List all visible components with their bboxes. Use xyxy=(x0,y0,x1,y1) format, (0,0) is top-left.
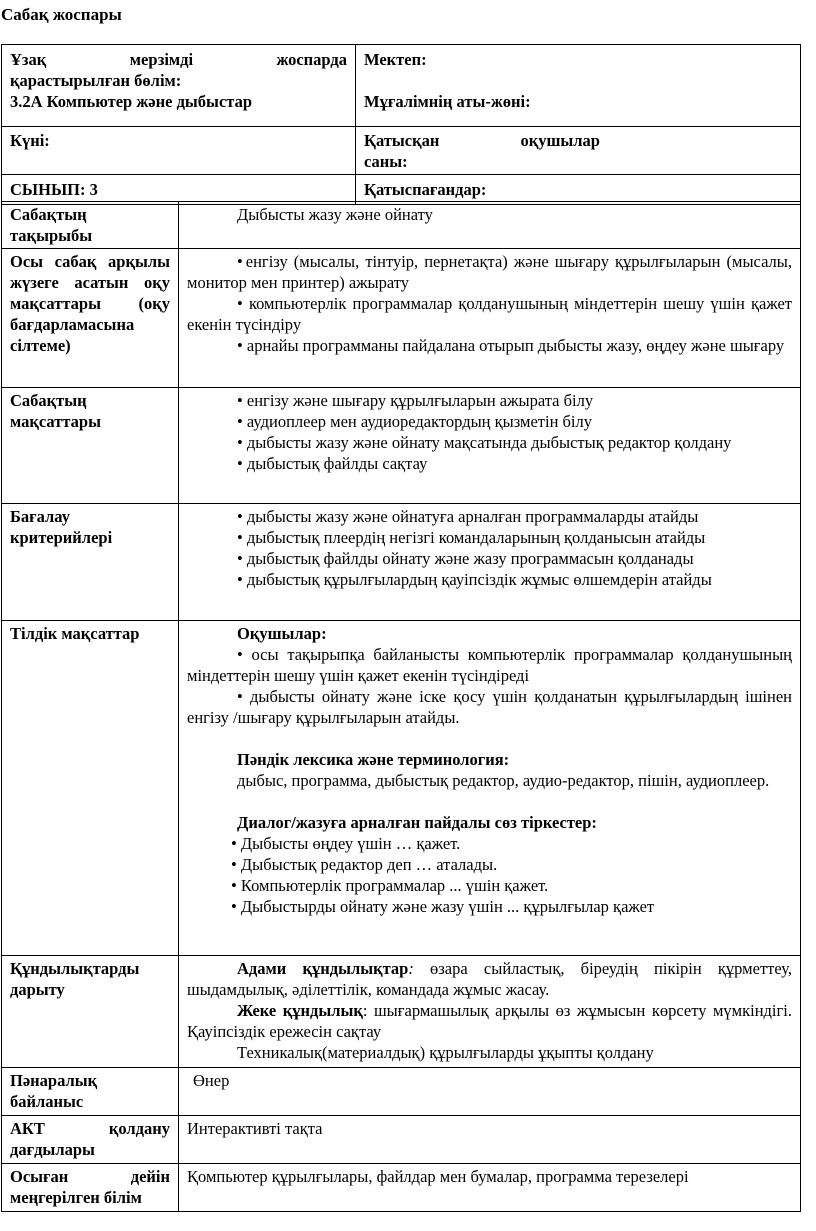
list-item: • арнайы программаны пайдалана отырып дыбысты жазу, өңдеу және шығару xyxy=(237,336,785,355)
criteria-label: Бағалау критерийлері xyxy=(2,504,179,621)
criteria-value xyxy=(179,504,801,621)
header-table xyxy=(1,44,801,205)
list-item: • дыбыстық файлды сақтау xyxy=(237,454,428,473)
objectives-label: Сабақтың мақсаттары xyxy=(2,388,179,504)
section-line2: қарастырылған бөлім: xyxy=(10,71,182,90)
section-line1: Ұзақ мерзімді жоспарда xyxy=(10,50,347,69)
values-label: Құндылықтарды дарыту xyxy=(2,956,179,1068)
list-item: • дыбыстық құрылғылардың қауіпсіздік жұмыс өлшемдерін атайды xyxy=(237,570,712,589)
vocab-text: дыбыс, программа, дыбыстық редактор, аудио-редактор, пішін, аудиоплеер. xyxy=(237,771,770,790)
school-cell xyxy=(356,45,801,127)
values-row xyxy=(2,956,801,1068)
school-label: Мектеп: xyxy=(364,50,427,69)
present-cell xyxy=(356,127,801,175)
list-item: • дыбысты жазу және ойнату мақсатында дыбыстық редактор қолдану xyxy=(237,433,732,452)
list-item: • осы тақырыпқа байланысты компьютерлік программалар қолданушының міндеттерін шешу үшін қажет екенін түсіндіреді xyxy=(187,645,792,685)
vocab-heading: Пәндік лексика және терминология: xyxy=(237,750,510,769)
ict-label: АКТ қолдану дағдылары xyxy=(2,1116,179,1164)
absent-label: Қатыспағандар: xyxy=(364,180,487,199)
phrases-heading: Диалог/жазуға арналған пайдалы сөз тіркестер: xyxy=(237,813,597,832)
list-item: • дыбыстық файлды ойнату және жазу программасын қолданады xyxy=(237,549,694,568)
technical-values: Техникалық(материалдық) құрылғыларды ұқыпты қолдану xyxy=(237,1043,654,1062)
section-cell xyxy=(2,45,356,127)
students-heading: Оқушылар: xyxy=(237,624,327,643)
prior-value: Қомпьютер құрылғылары, файлдар мен бумалар, программа терезелері xyxy=(179,1164,801,1212)
cross-row xyxy=(2,1068,801,1116)
learning-row xyxy=(2,249,801,388)
grade-cell xyxy=(2,175,356,205)
list-item: • Дыбыстырды ойнату және жазу үшін ... құрылғылар қажет xyxy=(231,897,655,916)
ict-row xyxy=(2,1116,801,1164)
list-item: • дыбысты жазу және ойнатуға арналған программаларды атайды xyxy=(237,507,699,526)
list-item: • дыбысты ойнату және іске қосу үшін қолданатын құрылғылардың ішінен енгізу /шығару құрылғыларын атайды. xyxy=(187,687,792,727)
values-value xyxy=(179,956,801,1068)
list-item: • енгізу және шығару құрылғыларын ажырата білу xyxy=(237,391,594,410)
human-values: Адами құндылықтар: өзара сыйластық, біреудің пікірін құрметтеу, шыдамдылық, әділеттілік, командада жұмыс жасау. xyxy=(187,959,792,999)
plan-table xyxy=(1,201,801,1212)
list-item: • дыбыстық плеердің негізгі командаларының қолданысын атайды xyxy=(237,528,706,547)
list-item: • Компьютерлік программалар ... үшін қажет. xyxy=(231,876,549,895)
present-label: Қатысқан оқушылар xyxy=(364,131,600,150)
absent-cell xyxy=(356,175,801,205)
topic-label: Сабақтың тақырыбы xyxy=(2,202,179,249)
ict-value: Интерактивті тақта xyxy=(179,1116,801,1164)
personal-values: Жеке құндылық: шығармашылық арқылы өз жұмысын көрсету мүмкіндігі. Қауіпсіздік ережесін сақтау xyxy=(187,1001,792,1041)
learning-label: Осы сабақ арқылы жүзеге асатын оқу мақсаттары (оқу бағдарламасына сілтеме) xyxy=(2,249,179,388)
learning-value xyxy=(179,249,801,388)
date-label: Күні: xyxy=(10,131,50,150)
date-cell xyxy=(2,127,356,175)
objectives-row xyxy=(2,388,801,504)
topic-value: Дыбысты жазу және ойнату xyxy=(179,202,801,249)
topic-row xyxy=(2,202,801,249)
list-item: • енгізу (мысалы, тінтуір, пернетақта) және шығару құрылғыларын (мысалы, монитор мен принтер) ажырату xyxy=(187,252,792,292)
page-title: Сабақ жоспары xyxy=(1,5,122,24)
cross-label: Пәнаралық байланыс xyxy=(2,1068,179,1116)
language-label: Тілдік мақсаттар xyxy=(2,621,179,956)
prior-label: Осыған дейін меңгерілген білім xyxy=(2,1164,179,1212)
cross-value: Өнер xyxy=(179,1068,801,1116)
section-name: 3.2А Компьютер және дыбыстар xyxy=(10,92,252,111)
present-label-2: саны: xyxy=(364,152,408,171)
language-value xyxy=(179,621,801,956)
criteria-row xyxy=(2,504,801,621)
language-row xyxy=(2,621,801,956)
grade-label: СЫНЫП: 3 xyxy=(10,180,98,199)
list-item: • Дыбысты өңдеу үшін … қажет. xyxy=(231,834,461,853)
list-item: • Дыбыстық редактор деп … аталады. xyxy=(231,855,498,874)
list-item: • компьютерлік программалар қолданушының міндеттерін шешу үшін қажет екенін түсіндіру xyxy=(187,294,792,334)
prior-row xyxy=(2,1164,801,1212)
list-item: • аудиоплеер мен аудиоредактордың қызметін білу xyxy=(237,412,593,431)
objectives-value xyxy=(179,388,801,504)
teacher-label: Мұғалімнің аты-жөні: xyxy=(364,92,531,111)
